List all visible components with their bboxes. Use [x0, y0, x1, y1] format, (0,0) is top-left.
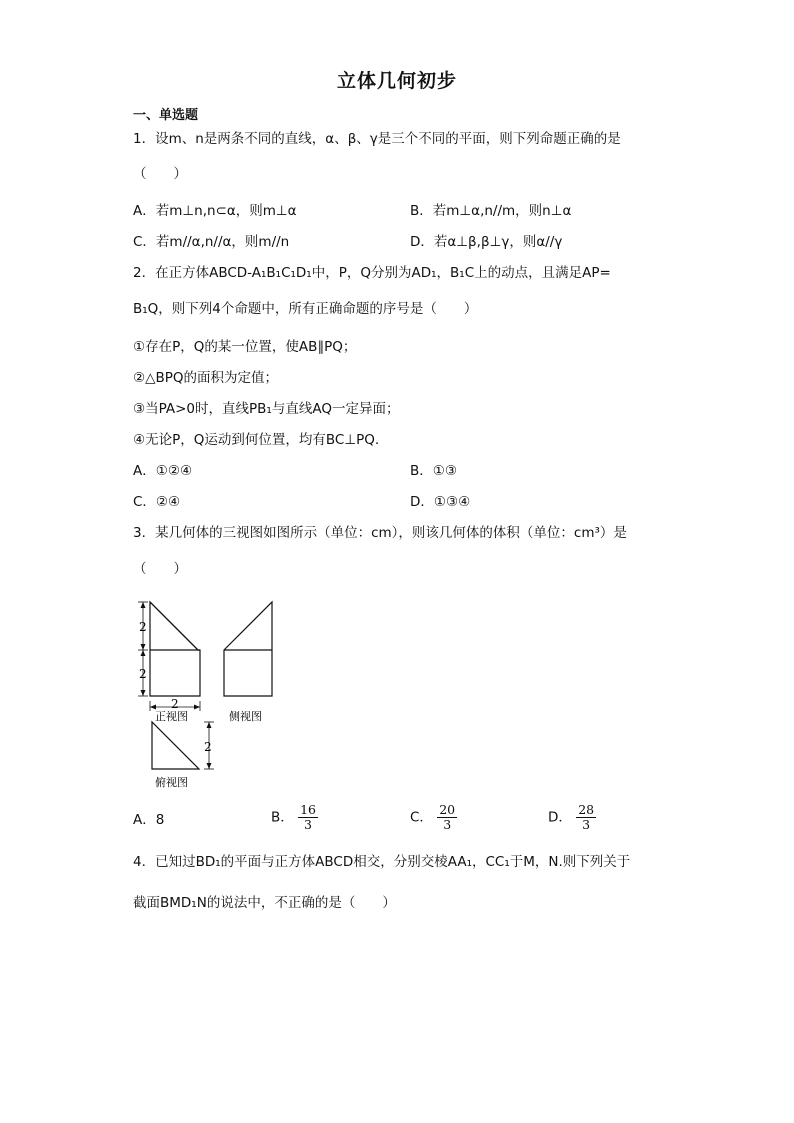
fraction-numerator: 28 [578, 802, 595, 817]
q3-option-d-prefix: D． [548, 809, 572, 826]
q2-option-c: C．②④ [133, 494, 181, 510]
q1-stem-line1: 1．设m、n是两条不同的直线，α、β、γ是三个不同的平面，则下列命题正确的是 [133, 131, 621, 147]
q2-statement-3: ③当PA>0时，直线PB₁与直线AQ一定异面； [133, 401, 400, 417]
q3-stem-line2: （ ） [133, 561, 187, 577]
q2-stem-line2: B₁Q，则下列4个命题中，所有正确命题的序号是（ ） [133, 301, 478, 317]
q3-option-b [271, 803, 318, 832]
q1-option-c: C．若m//α,n//α，则m//n [133, 234, 290, 250]
q1-option-a: A．若m⊥n,n⊂α，则m⊥α [133, 203, 297, 219]
q2-stem-line1: 2．在正方体ABCD-A₁B₁C₁D₁中，P，Q分别为AD₁，B₁C上的动点，且满足AP= [133, 265, 611, 281]
q2-statement-4: ④无论P，Q运动到何位置，均有BC⊥PQ. [133, 432, 380, 448]
q2-statement-1: ①存在P，Q的某一位置，使AB∥PQ； [133, 339, 357, 355]
q3-option-d [548, 803, 596, 832]
fraction-denominator: 3 [304, 817, 312, 832]
top-view-shape [152, 722, 199, 769]
fraction-denominator: 3 [582, 817, 591, 832]
dim-label-top: 2 [139, 620, 147, 634]
q3-stem-line1: 3．某几何体的三视图如图所示（单位：cm），则该几何体的体积（单位：cm³）是 [133, 525, 627, 541]
q1-option-d: D．若α⊥β,β⊥γ，则α//γ [410, 234, 563, 250]
q3-option-c [410, 803, 457, 832]
fraction-denominator: 3 [443, 817, 452, 832]
q2-option-b: B．①③ [410, 463, 457, 479]
q4-stem-line2: 截面BMD₁N的说法中，不正确的是（ ） [133, 895, 396, 911]
q4-stem-line1: 4．已知过BD₁的平面与正方体ABCD相交，分别交棱AA₁，CC₁于M，N.则下列关于 [133, 854, 631, 870]
dim-label-top-view: 2 [204, 740, 212, 754]
front-view-shape [150, 602, 200, 696]
q3-option-a: A．8 [133, 812, 165, 828]
side-view-label: 侧视图 [229, 710, 262, 723]
front-view-diagonal [150, 602, 198, 650]
fraction-numerator: 20 [439, 802, 456, 817]
q1-option-b: B．若m⊥α,n//m，则n⊥α [410, 203, 572, 219]
q2-statement-2: ②△BPQ的面积为定值； [133, 370, 279, 386]
q3-option-c-fraction [437, 803, 457, 832]
side-view-shape [224, 602, 272, 696]
page-title: 立体几何初步 [336, 70, 457, 92]
q3-option-d-fraction [576, 803, 596, 832]
three-view-figure [130, 596, 290, 792]
section-heading: 一、单选题 [133, 108, 199, 123]
q1-stem-line2: （ ） [133, 166, 187, 182]
dim-label-width: 2 [171, 697, 179, 711]
q3-option-b-fraction [298, 803, 318, 832]
front-view-label: 正视图 [155, 710, 188, 723]
q3-option-b-prefix: B． [271, 809, 294, 826]
top-view-label: 俯视图 [155, 776, 188, 789]
q2-option-d: D．①③④ [410, 494, 471, 510]
dim-label-bottom: 2 [139, 667, 147, 681]
q3-option-c-prefix: C． [410, 809, 433, 826]
q2-option-a: A．①②④ [133, 463, 193, 479]
fraction-numerator: 16 [300, 802, 316, 817]
